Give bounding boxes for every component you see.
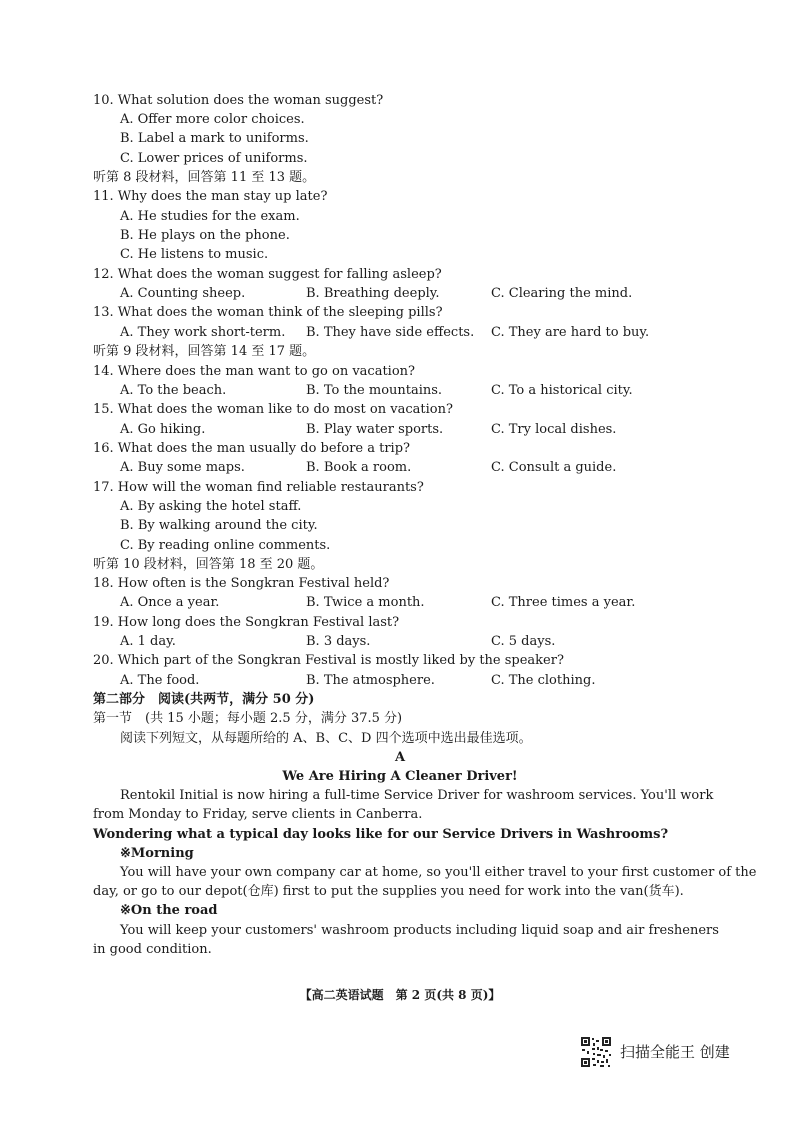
paragraph-1-line-2: from Monday to Friday, serve clients in Canberra. (93, 807, 423, 822)
question-17-option-b: B. By walking around the city. (120, 518, 318, 533)
part-two-heading: 第二部分 阅读(共两节，满分 50 分) (93, 692, 315, 707)
question-17-stem: 17. How will the woman find reliable restaurants? (93, 480, 424, 495)
reading-instruction: 阅读下列短文，从每题所给的 A、B、C、D 四个选项中选出最佳选项。 (120, 731, 532, 746)
page-footer: 【高二英语试题 第 2 页(共 8 页)】 (299, 988, 501, 1002)
instruction-material-9: 听第 9 段材料，回答第 14 至 17 题。 (93, 344, 316, 359)
paragraph-1-line-1: Rentokil Initial is now hiring a full-time Service Driver for washroom services. You'll work (120, 788, 714, 803)
morning-heading: ※Morning (120, 846, 194, 861)
question-15-option-a: A. Go hiking. (120, 422, 206, 437)
question-19-stem: 19. How long does the Songkran Festival last? (93, 615, 400, 630)
instruction-material-8: 听第 8 段材料，回答第 11 至 13 题。 (93, 170, 316, 185)
question-11-stem: 11. Why does the man stay up late? (93, 189, 328, 204)
question-17-option-c: C. By reading online comments. (120, 538, 331, 553)
question-10-stem: 10. What solution does the woman suggest? (93, 93, 384, 108)
question-13-stem: 13. What does the woman think of the sleeping pills? (93, 305, 443, 320)
question-12-option-b: B. Breathing deeply. (306, 286, 440, 301)
typical-day-subheading: Wondering what a typical day looks like for our Service Drivers in Washrooms? (93, 827, 669, 842)
question-12-option-c: C. Clearing the mind. (491, 286, 633, 301)
question-20-option-c: C. The clothing. (491, 673, 596, 688)
question-14-option-b: B. To the mountains. (306, 383, 443, 398)
question-19-option-b: B. 3 days. (306, 634, 371, 649)
question-11-option-a: A. He studies for the exam. (120, 209, 300, 224)
road-line-1: You will keep your customers' washroom products including liquid soap and air fresheners (120, 923, 719, 938)
road-line-2: in good condition. (93, 942, 212, 957)
question-12-stem: 12. What does the woman suggest for falling asleep? (93, 267, 442, 282)
instruction-material-10: 听第 10 段材料，回答第 18 至 20 题。 (93, 557, 324, 572)
question-11-option-c: C. He listens to music. (120, 247, 269, 262)
morning-line-2: day, or go to our depot(仓库) first to put the supplies you need for work into the van(货车). (93, 884, 684, 899)
qr-code-icon (580, 1036, 612, 1068)
question-10-option-c: C. Lower prices of uniforms. (120, 151, 308, 166)
question-20-stem: 20. Which part of the Songkran Festival is mostly liked by the speaker? (93, 653, 564, 668)
question-13-option-c: C. They are hard to buy. (491, 325, 650, 340)
on-the-road-heading: ※On the road (120, 903, 218, 918)
question-19-option-a: A. 1 day. (120, 634, 176, 649)
scanner-watermark-text: 扫描全能王 创建 (620, 1043, 730, 1061)
passage-letter: A (394, 750, 406, 765)
question-11-option-b: B. He plays on the phone. (120, 228, 290, 243)
question-16-option-c: C. Consult a guide. (491, 460, 617, 475)
question-19-option-c: C. 5 days. (491, 634, 556, 649)
question-15-option-b: B. Play water sports. (306, 422, 444, 437)
question-20-option-b: B. The atmosphere. (306, 673, 435, 688)
question-17-option-a: A. By asking the hotel staff. (120, 499, 302, 514)
question-13-option-b: B. They have side effects. (306, 325, 475, 340)
question-16-stem: 16. What does the man usually do before a trip? (93, 441, 411, 456)
question-18-option-c: C. Three times a year. (491, 595, 636, 610)
question-15-option-c: C. Try local dishes. (491, 422, 617, 437)
question-18-option-b: B. Twice a month. (306, 595, 425, 610)
question-10-option-a: A. Offer more color choices. (120, 112, 305, 127)
question-14-option-c: C. To a historical city. (491, 383, 633, 398)
question-20-option-a: A. The food. (120, 673, 200, 688)
question-16-option-a: A. Buy some maps. (120, 460, 245, 475)
passage-title: We Are Hiring A Cleaner Driver! (282, 769, 518, 784)
question-14-stem: 14. Where does the man want to go on vacation? (93, 364, 416, 379)
question-16-option-b: B. Book a room. (306, 460, 412, 475)
question-14-option-a: A. To the beach. (120, 383, 227, 398)
question-18-option-a: A. Once a year. (120, 595, 220, 610)
question-12-option-a: A. Counting sheep. (120, 286, 246, 301)
section-one-heading: 第一节 (共 15 小题；每小题 2.5 分，满分 37.5 分) (93, 711, 403, 726)
question-15-stem: 15. What does the woman like to do most on vacation? (93, 402, 453, 417)
question-10-option-b: B. Label a mark to uniforms. (120, 131, 309, 146)
question-18-stem: 18. How often is the Songkran Festival held? (93, 576, 390, 591)
morning-line-1: You will have your own company car at home, so you'll either travel to your first customer of the (120, 865, 757, 880)
question-13-option-a: A. They work short-term. (120, 325, 286, 340)
